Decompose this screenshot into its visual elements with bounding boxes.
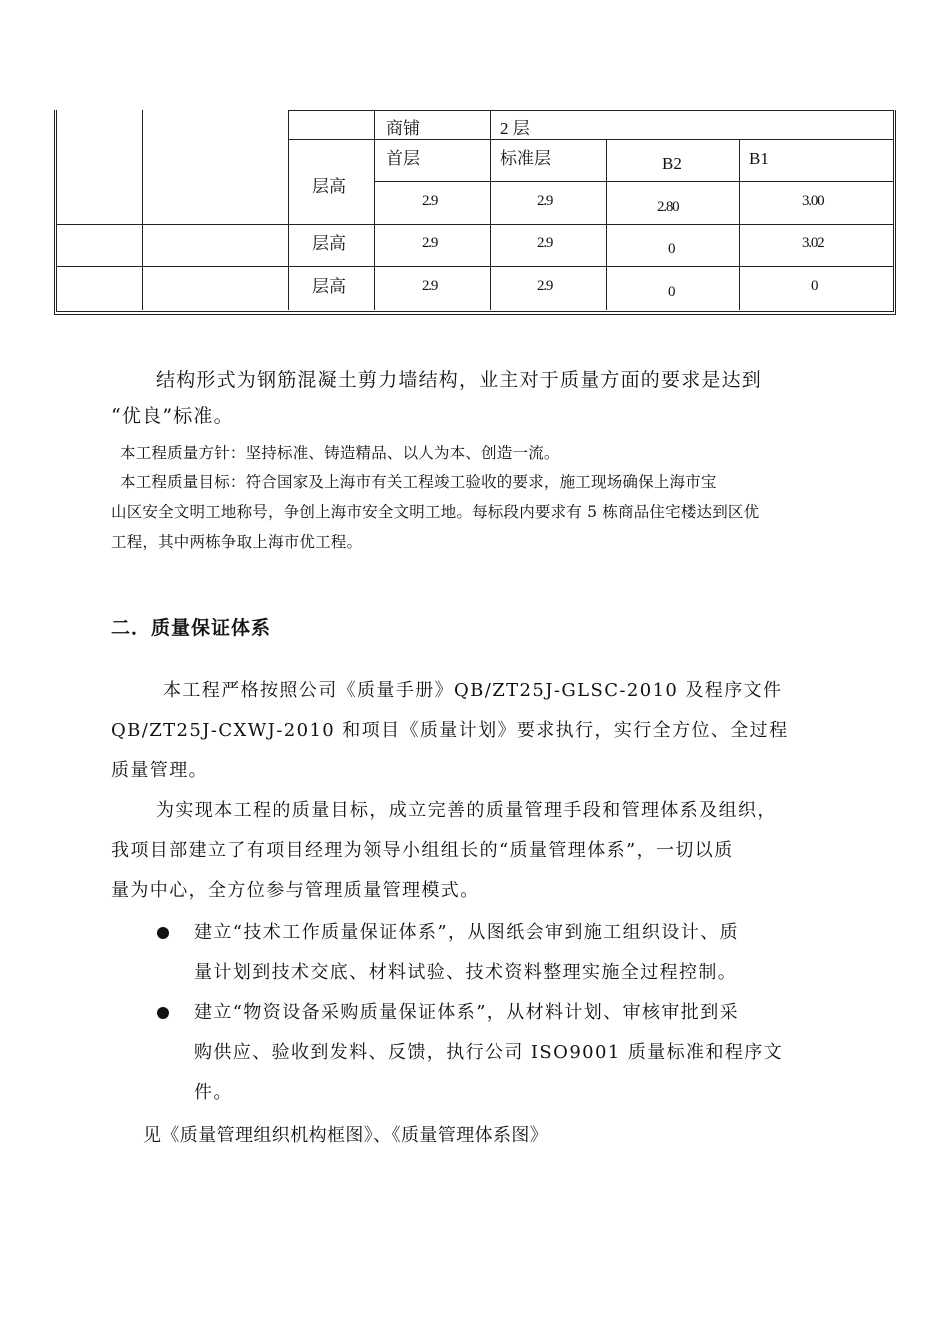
row-label-floor-height: 层高 (312, 234, 346, 253)
paragraph-line: 本工程严格按照公司《质量手册》QB/ZT25J-GLSC-2010 及程序文件 (163, 680, 783, 701)
cell-shops-label: 商铺 (386, 119, 420, 138)
table-cell: 2.9 (422, 193, 438, 209)
table-rule (57, 266, 894, 267)
quality-policy: 本工程质量方针：坚持标准、铸造精品、以人为本、创造一流。 (120, 444, 560, 462)
table-cell: 2.9 (422, 235, 438, 251)
table-rule (288, 110, 289, 310)
bullet-dot (157, 927, 169, 939)
quality-goal-line: 工程，其中两栋争取上海市优工程。 (111, 533, 363, 551)
col-header-standard-floor: 标准层 (500, 149, 551, 168)
table-rule (739, 139, 740, 310)
col-header-first-floor: 首层 (386, 149, 420, 168)
bullet-dot (157, 1007, 169, 1019)
table-rule (374, 110, 375, 310)
quality-goal-line: 本工程质量目标：符合国家及上海市有关工程竣工验收的要求，施工现场确保上海市宝 (120, 473, 717, 491)
section-heading: 二．质量保证体系 (111, 617, 272, 639)
paragraph-line: 为实现本工程的质量目标，成立完善的质量管理手段和管理体系及组织， (156, 800, 777, 821)
quality-goal-line: 山区安全文明工地称号，争创上海市安全文明工地。每标段内要求有 5 栋商品住宅楼达到区优 (111, 503, 760, 521)
bullet-line: 购供应、验收到发料、反馈，执行公司 ISO9001 质量标准和程序文 (194, 1042, 784, 1063)
table-cell: 0 (668, 241, 675, 257)
table-cell: 2.9 (537, 235, 553, 251)
col-header-b1: B1 (749, 149, 769, 168)
table-rule (288, 139, 894, 140)
table-cell: 0 (811, 278, 818, 294)
paragraph-line: 质量管理。 (111, 760, 208, 781)
bullet-line: 建立“物资设备采购质量保证体系”，从材料计划、审核审批到采 (194, 1002, 740, 1023)
table-cell: 2.9 (537, 193, 553, 209)
paragraph-line: 我项目部建立了有项目经理为领导小组组长的“质量管理体系”，一切以质 (111, 840, 734, 861)
table-rule (142, 110, 143, 310)
table-cell: 3.02 (802, 235, 824, 251)
table-cell: 3.00 (802, 193, 824, 209)
paragraph-line: 量为中心，全方位参与管理质量管理模式。 (111, 880, 480, 901)
table-rule (288, 110, 894, 111)
col-header-b2: B2 (662, 154, 682, 173)
cell-shops-value: 2 层 (500, 119, 530, 138)
table-cell: 2.80 (657, 199, 679, 215)
bullet-line: 建立“技术工作质量保证体系”，从图纸会审到施工组织设计、质 (194, 922, 740, 943)
paragraph-line: QB/ZT25J-CXWJ-2010 和项目《质量计划》要求执行，实行全方位、全过程 (111, 720, 789, 741)
paragraph-structure-line: “优良”标准。 (111, 405, 234, 427)
table-rule (57, 224, 894, 225)
table-rule (490, 110, 491, 310)
paragraph-structure-line: 结构形式为钢筋混凝土剪力墙结构，业主对于质量方面的要求是达到 (156, 369, 763, 391)
row-label-floor-height: 层高 (312, 177, 346, 196)
table-cell: 2.9 (537, 278, 553, 294)
table-cell: 2.9 (422, 278, 438, 294)
table-rule (606, 139, 607, 310)
bullet-line: 件。 (194, 1082, 233, 1103)
floor-height-table (54, 110, 896, 315)
row-label-floor-height: 层高 (312, 277, 346, 296)
table-rule (374, 181, 894, 182)
bullet-line: 量计划到技术交底、材料试验、技术资料整理实施全过程控制。 (194, 962, 738, 983)
table-cell: 0 (668, 284, 675, 300)
see-also-reference: 见《质量管理组织机构框图》、《质量管理体系图》 (143, 1125, 549, 1146)
